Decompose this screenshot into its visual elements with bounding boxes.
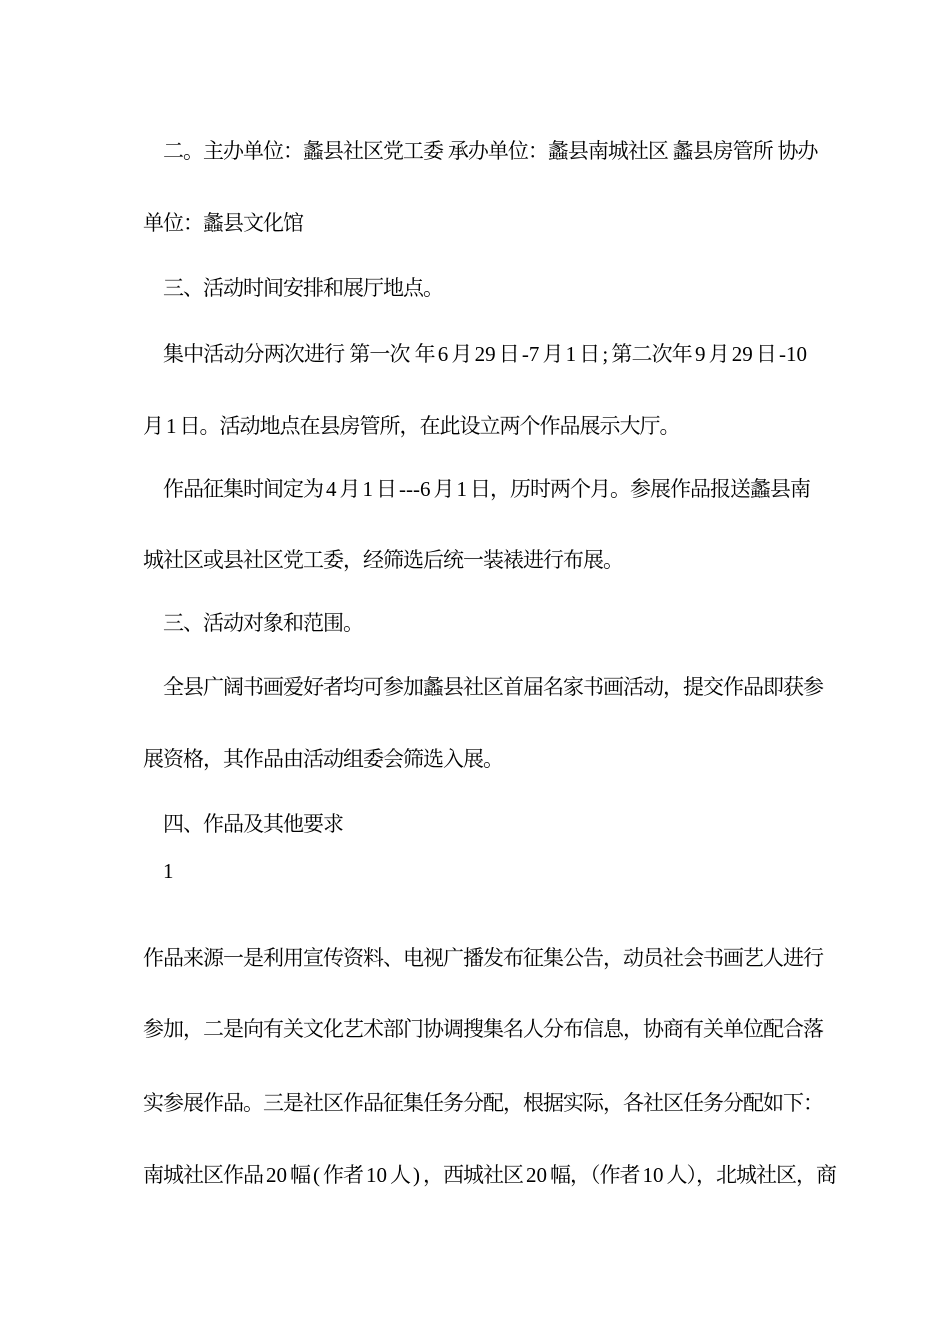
text-line-schedule: 集中活动分两次进行 第一次 年 6 月 29 日 -7 月 1 日 ; 第二次年 9 月 29 日 -10: [163, 342, 808, 366]
page-number: 1: [163, 859, 174, 883]
heading-participants: 三、活动对象和范围。: [163, 612, 363, 635]
text-line-organizer-cont: 单位：蠡县文化馆: [143, 212, 303, 235]
text-line-sources: 作品来源一是利用宣传资料、电视广播发布征集公告，动员社会书画艺人进行: [143, 947, 823, 970]
text-line-collection: 作品征集时间定为 4 月 1 日 ---6 月 1 日，历时两个月。参展作品报送蠡县南: [163, 477, 811, 501]
text-line-sources-cont1: 参加，二是向有关文化艺术部门协调搜集名人分布信息，协商有关单位配合落: [143, 1018, 823, 1041]
text-line-collection-cont: 城社区或县社区党工委，经筛选后统一装裱进行布展。: [143, 549, 623, 572]
text-line-schedule-cont: 月 1 日。活动地点在县房管所，在此设立两个作品展示大厅。: [143, 414, 680, 438]
heading-requirements: 四、作品及其他要求: [163, 813, 343, 836]
text-line-sources-cont2: 实参展作品。三是社区作品征集任务分配，根据实际，各社区任务分配如下：: [143, 1092, 823, 1115]
text-line-quota: 南城社区作品 20 幅 ( 作者 10 人 ) ，西城社区 20 幅，（作者 10 人），北城社区，商: [143, 1163, 836, 1187]
text-line-participants: 全县广阔书画爱好者均可参加蠡县社区首届名家书画活动，提交作品即获参: [163, 676, 823, 699]
text-line-participants-cont: 展资格，其作品由活动组委会筛选入展。: [143, 748, 503, 771]
heading-schedule-venue: 三、活动时间安排和展厅地点。: [163, 277, 443, 300]
text-line-organizer: 二。主办单位：蠡县社区党工委 承办单位：蠡县南城社区 蠡县房管所 协办: [163, 140, 818, 163]
